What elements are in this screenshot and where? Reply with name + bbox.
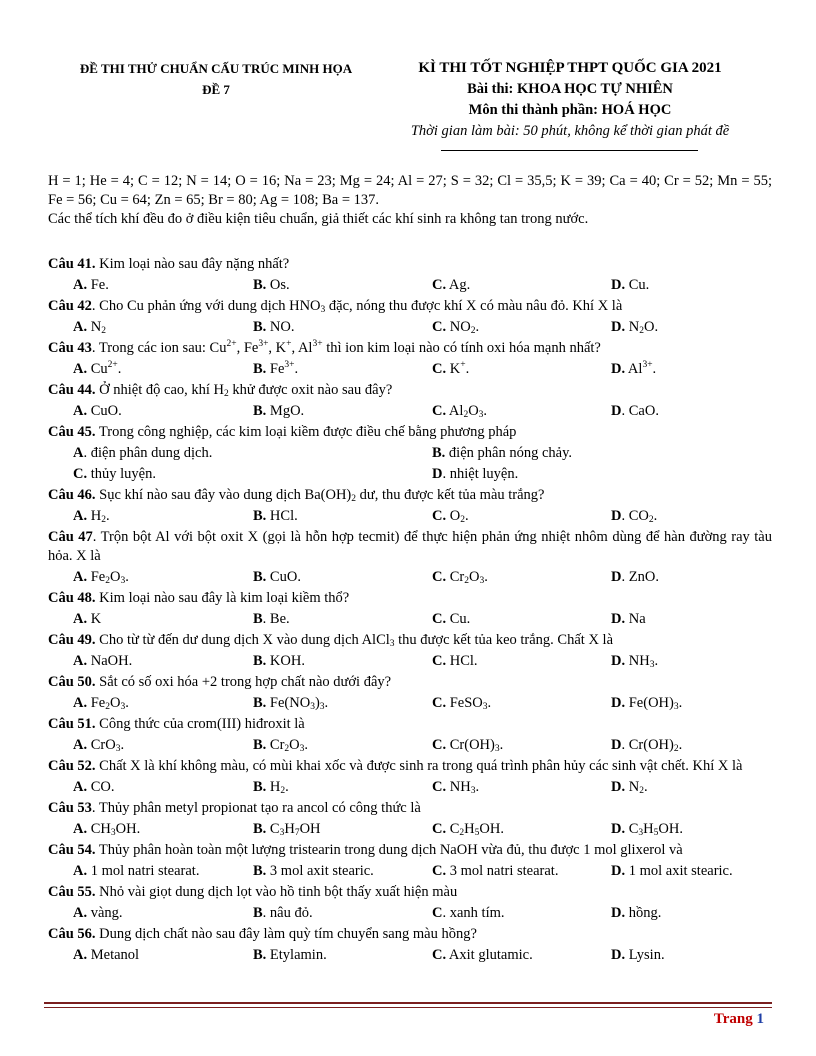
- question-stem: [48, 757, 772, 776]
- header-divider: [441, 150, 698, 151]
- option-key: C.: [432, 694, 447, 711]
- option-key: A.: [73, 862, 88, 879]
- answer-option: [432, 609, 611, 630]
- option-key: C.: [432, 277, 447, 293]
- question-stem: [48, 882, 772, 903]
- option-text: K+.: [446, 360, 470, 377]
- question-stem: [48, 338, 772, 359]
- option-key: D.: [611, 652, 626, 669]
- answer-option: [432, 777, 611, 798]
- option-key: A.: [73, 361, 88, 377]
- question-number: Câu 56.: [48, 925, 96, 942]
- answer-option: [253, 401, 432, 422]
- option-text: MgO.: [266, 403, 305, 419]
- answer-row: [48, 945, 772, 966]
- option-key: B.: [253, 403, 267, 419]
- option-key: D: [432, 466, 443, 482]
- option-text: Na: [625, 610, 646, 627]
- answer-option: [253, 567, 432, 588]
- option-text: điện phân nóng chảy.: [445, 445, 573, 461]
- option-text: $Cu^{2+}$.: [87, 360, 122, 377]
- constants-block: [48, 172, 772, 229]
- option-text: vàng.: [87, 904, 123, 921]
- answer-option: [432, 903, 611, 924]
- answer-option: [432, 945, 611, 966]
- question-text: . Trộn bột Al với bột oxit X (gọi là hỗn hợp tecmit) để thực hiện phản ứng nhiệt nhôm dùng để hàn đường ray tàu hỏa. X là: [48, 529, 772, 564]
- option-text: 3 mol axit stearic.: [266, 862, 374, 879]
- option-key: D.: [611, 277, 626, 293]
- option-key: A.: [73, 778, 88, 795]
- question-number: Câu 46.: [48, 487, 96, 503]
- question-text: Kim loại nào sau đây nặng nhất?: [95, 256, 290, 272]
- option-key: A.: [73, 694, 88, 711]
- answer-row: [48, 693, 772, 714]
- page-number: [714, 1011, 764, 1028]
- option-text: Lysin.: [625, 946, 665, 963]
- answer-option: [48, 777, 253, 798]
- option-text: K: [87, 610, 102, 627]
- question-text: Ở nhiệt độ cao, khí $H_2$ khử được oxit nào sau đây?: [95, 382, 393, 399]
- option-text: $Fe(NO_3)_3$.: [266, 694, 329, 712]
- question-number: Câu 49.: [48, 631, 96, 648]
- answer-row: [48, 777, 772, 798]
- option-text: . nâu đỏ.: [262, 904, 313, 921]
- question-stem: [48, 296, 772, 317]
- option-text: NaOH.: [87, 652, 133, 669]
- option-key: D.: [611, 820, 626, 837]
- question-stem: [48, 528, 772, 565]
- option-key: C.: [73, 466, 88, 482]
- option-key: A.: [73, 946, 88, 963]
- option-text: Metanol: [87, 946, 140, 963]
- option-key: B.: [253, 820, 267, 837]
- question-number: Câu 54.: [48, 841, 96, 858]
- option-text: thủy luyện.: [87, 466, 156, 482]
- option-key: A.: [73, 736, 88, 753]
- option-text: Ag.: [446, 277, 471, 293]
- answer-row: [48, 401, 772, 422]
- page-label: Trang: [713, 1011, 753, 1027]
- option-text: CuO.: [266, 568, 301, 585]
- question-text: Cho từ từ đến dư dung dịch X vào dung dịch AlCl$_3$ thu được kết tủa keo trắng. Chất X là: [95, 631, 614, 649]
- question-stem: [48, 924, 772, 945]
- answer-row: [48, 861, 772, 882]
- exam-subject: Môn thi thành phần: HOÁ HỌC: [468, 102, 672, 118]
- option-text: $NH_3$.: [446, 778, 480, 796]
- answer-option: [432, 735, 611, 756]
- question-stem: [48, 630, 772, 651]
- answer-option: [48, 651, 253, 672]
- option-text: . ZnO.: [621, 568, 659, 585]
- option-text: $Fe_2O_3$.: [87, 694, 129, 712]
- option-text: 1 mol natri stearat.: [87, 862, 200, 879]
- answer-option: [611, 903, 772, 924]
- option-key: D.: [611, 862, 626, 879]
- option-key: D: [611, 736, 622, 753]
- question-number: Câu 48.: [48, 589, 96, 606]
- option-text: $Cr(OH)_3$.: [446, 736, 504, 754]
- answer-option: [432, 819, 611, 840]
- option-text: . $Cr(OH)_2$.: [621, 736, 683, 754]
- answer-option: [253, 861, 432, 882]
- question-text: . Trong các ion sau: $Cu^{2+}$, $Fe^{3+}$, K+, $Al^{3+}$ thì ion kim loại nào có tính oxi hóa mạnh nhất?: [91, 339, 601, 356]
- answer-option: [611, 861, 772, 882]
- exam-section: Bài thi: KHOA HỌC TỰ NHIÊN: [467, 81, 673, 97]
- option-text: $H_2$.: [266, 778, 289, 796]
- answer-option: [611, 506, 772, 527]
- answer-option: [253, 506, 432, 527]
- question-stem: [48, 485, 772, 506]
- footer-rule-thick: [44, 1002, 772, 1004]
- question-number: Câu 45.: [48, 424, 96, 440]
- option-text: . xanh tím.: [442, 904, 505, 921]
- answer-option: [432, 275, 611, 296]
- option-text: NO.: [266, 319, 295, 335]
- option-key: B: [253, 904, 263, 921]
- option-key: D.: [611, 361, 626, 377]
- option-key: C.: [432, 403, 447, 419]
- answer-option: [611, 945, 772, 966]
- answer-option: [48, 401, 253, 422]
- question-stem: [48, 798, 772, 819]
- question-text: . Thủy phân metyl propionat tạo ra ancol có công thức là: [91, 799, 421, 816]
- question-number: Câu 44.: [48, 382, 96, 398]
- exam-time: Thời gian làm bài: 50 phút, không kể thời gian phát đề: [410, 123, 730, 139]
- option-text: . nhiệt luyện.: [442, 466, 519, 482]
- option-key: B.: [253, 736, 267, 753]
- option-text: $C_3H_7OH$: [266, 820, 321, 838]
- answer-row: [48, 464, 772, 485]
- question-text: . Cho Cu phản ứng với dung dịch $HNO_3$ đặc, nóng thu được khí X có màu nâu đỏ. Khí X là: [91, 298, 623, 315]
- option-key: C.: [432, 778, 447, 795]
- option-key: A.: [73, 508, 88, 524]
- option-text: Fe.: [87, 277, 109, 293]
- option-text: KOH.: [266, 652, 305, 669]
- question-item: [48, 296, 772, 338]
- answer-option: [611, 317, 772, 338]
- question-text: Chất X là khí không màu, có mùi khai xốc và được sinh ra trong quá trình phân hủy các sinh vật chết. Khí X là: [95, 757, 743, 774]
- option-text: . CaO.: [621, 403, 659, 419]
- answer-option: [253, 275, 432, 296]
- option-key: C: [432, 904, 443, 921]
- question-text: Kim loại nào sau đây là kim loại kiềm thổ?: [95, 589, 350, 606]
- option-text: Axit glutamic.: [446, 946, 533, 963]
- answer-option: [253, 317, 432, 338]
- option-text: $Cr_2O_3$.: [266, 736, 309, 754]
- answer-option: [611, 693, 772, 714]
- option-text: $Fe^{3+}$.: [266, 360, 299, 377]
- answer-option: [611, 359, 772, 380]
- option-text: CO.: [87, 778, 115, 795]
- answer-option: [611, 567, 772, 588]
- option-key: B.: [253, 568, 267, 585]
- option-text: . Be.: [262, 610, 290, 627]
- question-item: [48, 588, 772, 630]
- answer-option: [432, 861, 611, 882]
- question-item: [48, 485, 772, 527]
- option-key: B.: [253, 694, 267, 711]
- header-right: [380, 58, 760, 142]
- answer-option: [48, 903, 253, 924]
- answer-option: [48, 464, 432, 485]
- option-key: D.: [611, 610, 626, 627]
- option-text: $NO_2$.: [446, 319, 480, 336]
- answer-option: [611, 609, 772, 630]
- answer-option: [48, 945, 253, 966]
- answer-row: [48, 359, 772, 380]
- option-text: HCl.: [266, 508, 298, 524]
- option-text: $C_2H_5OH$.: [446, 820, 504, 838]
- answer-option: [432, 651, 611, 672]
- question-item: [48, 924, 772, 966]
- answer-option: [611, 819, 772, 840]
- exam-series-title: ĐỀ THI THỬ CHUẨN CẤU TRÚC MINH HỌA: [79, 61, 353, 76]
- option-key: B.: [253, 508, 267, 524]
- option-text: hồng.: [625, 904, 662, 921]
- option-text: Cu.: [446, 610, 471, 627]
- question-list: [48, 254, 772, 966]
- answer-option: [611, 651, 772, 672]
- option-text: $NH_3$.: [625, 652, 659, 670]
- option-text: HCl.: [446, 652, 478, 669]
- option-key: A.: [73, 403, 88, 419]
- answer-option: [253, 359, 432, 380]
- option-text: . điện phân dung dịch.: [83, 445, 213, 461]
- option-text: $N_2O$.: [625, 319, 659, 336]
- option-text: $CH_3OH$.: [87, 820, 141, 838]
- answer-option: [432, 359, 611, 380]
- answer-option: [253, 651, 432, 672]
- header-left: [40, 58, 392, 100]
- option-text: $H_2$.: [87, 508, 110, 525]
- option-key: B: [253, 610, 263, 627]
- option-key: A.: [73, 568, 88, 585]
- option-key: D.: [611, 946, 626, 963]
- answer-row: [48, 609, 772, 630]
- answer-row: [48, 903, 772, 924]
- option-key: D.: [611, 904, 626, 921]
- question-number: Câu 43: [48, 340, 92, 356]
- exam-number: ĐỀ 7: [202, 82, 230, 97]
- option-key: C.: [432, 361, 447, 377]
- answer-option: [432, 401, 611, 422]
- option-text: Etylamin.: [266, 946, 327, 963]
- option-key: D.: [611, 319, 626, 335]
- option-text: $Fe(OH)_3$.: [625, 694, 683, 712]
- question-number: Câu 55.: [48, 883, 96, 900]
- option-text: $O_2$.: [446, 508, 469, 525]
- option-key: A.: [73, 319, 88, 335]
- option-key: C.: [432, 319, 447, 335]
- question-text: Công thức của crom(III) hiđroxit là: [95, 715, 305, 732]
- answer-option: [48, 861, 253, 882]
- answer-option: [48, 317, 253, 338]
- option-text: Cu.: [625, 277, 650, 293]
- question-item: [48, 630, 772, 672]
- option-key: B.: [432, 445, 446, 461]
- question-stem: [48, 841, 772, 860]
- answer-option: [253, 819, 432, 840]
- option-key: D: [611, 508, 622, 524]
- question-stem: [48, 588, 772, 609]
- question-stem: [48, 714, 772, 735]
- option-text: $Fe_2O_3$.: [87, 568, 129, 586]
- option-key: B.: [253, 778, 267, 795]
- option-key: C.: [432, 946, 447, 963]
- answer-option: [48, 275, 253, 296]
- answer-option: [48, 735, 253, 756]
- option-text: $Al_2O_3$.: [446, 403, 488, 420]
- question-text: Nhỏ vài giọt dung dịch lọt vào hồ tinh bột thấy xuất hiện màu: [95, 883, 458, 900]
- option-key: D.: [611, 694, 626, 711]
- answer-option: [611, 777, 772, 798]
- answer-option: [432, 317, 611, 338]
- question-text: Thủy phân hoàn toàn một lượng tristearin trong dung dịch NaOH vừa đủ, thu được 1 mol glixerol và: [95, 841, 683, 858]
- question-stem: [48, 672, 772, 693]
- question-number: Câu 50.: [48, 673, 96, 690]
- question-number: Câu 41.: [48, 256, 96, 272]
- answer-row: [48, 443, 772, 464]
- option-text: $N_2$: [87, 319, 106, 336]
- answer-option: [48, 506, 253, 527]
- exam-title: KÌ THI TỐT NGHIỆP THPT QUỐC GIA 2021: [418, 60, 722, 76]
- question-item: [48, 254, 772, 296]
- answer-option: [48, 693, 253, 714]
- answer-row: [48, 506, 772, 527]
- answer-option: [253, 777, 432, 798]
- question-item: [48, 338, 772, 380]
- answer-option: [253, 903, 432, 924]
- question-item: [48, 798, 772, 840]
- option-text: Os.: [266, 277, 290, 293]
- option-key: B.: [253, 862, 267, 879]
- question-text: Sục khí nào sau đây vào dung dịch $Ba(OH)_2$ dư, thu được kết tủa màu trắng?: [95, 487, 545, 504]
- option-text: 3 mol natri stearat.: [446, 862, 559, 879]
- question-item: [48, 380, 772, 422]
- option-text: $Al^{3+}$.: [625, 360, 657, 377]
- answer-option: [611, 401, 772, 422]
- option-key: B.: [253, 946, 267, 963]
- option-key: B.: [253, 361, 267, 377]
- answer-option: [432, 567, 611, 588]
- question-stem: [48, 380, 772, 401]
- answer-option: [253, 693, 432, 714]
- question-item: [48, 672, 772, 714]
- option-key: A: [73, 445, 84, 461]
- option-key: C.: [432, 610, 447, 627]
- option-text: CrO$_3$.: [87, 736, 125, 754]
- option-key: A.: [73, 820, 88, 837]
- answer-option: [48, 359, 253, 380]
- option-key: A.: [73, 904, 88, 921]
- answer-option: [432, 506, 611, 527]
- option-key: B.: [253, 319, 267, 335]
- answer-row: [48, 567, 772, 588]
- answer-row: [48, 735, 772, 756]
- option-key: A.: [73, 277, 88, 293]
- option-key: D: [611, 403, 622, 419]
- question-item: [48, 882, 772, 924]
- answer-option: [48, 609, 253, 630]
- option-key: C.: [432, 862, 447, 879]
- answer-option: [48, 567, 253, 588]
- option-key: A.: [73, 652, 88, 669]
- question-number: Câu 47: [48, 529, 93, 545]
- question-stem: [48, 422, 772, 443]
- question-number: Câu 52.: [48, 757, 96, 774]
- answer-option: [253, 609, 432, 630]
- option-key: C.: [432, 736, 447, 753]
- option-text: $N_2$.: [625, 778, 648, 796]
- page-number-value: 1: [756, 1011, 764, 1027]
- question-text: Trong công nghiệp, các kim loại kiềm được điều chế bằng phương pháp: [95, 424, 517, 440]
- answer-option: [611, 735, 772, 756]
- answer-row: [48, 651, 772, 672]
- gas-note: Các thể tích khí đều đo ở điều kiện tiêu chuẩn, giả thiết các khí sinh ra không tan trong nước.: [48, 211, 589, 227]
- question-stem: [48, 254, 772, 275]
- answer-option: [48, 819, 253, 840]
- question-text: Sắt có số oxi hóa +2 trong hợp chất nào dưới đây?: [95, 673, 392, 690]
- option-key: A.: [73, 610, 88, 627]
- question-item: [48, 757, 772, 798]
- option-text: $C_3H_5OH$.: [625, 820, 683, 838]
- question-item: [48, 528, 772, 588]
- option-text: . $CO_2$.: [621, 508, 658, 525]
- answer-option: [432, 464, 772, 485]
- option-key: B.: [253, 277, 267, 293]
- question-text: Dung dịch chất nào sau đây làm quỳ tím chuyển sang màu hồng?: [95, 925, 477, 942]
- option-key: B.: [253, 652, 267, 669]
- option-key: C.: [432, 508, 447, 524]
- option-key: D: [611, 568, 622, 585]
- option-key: C.: [432, 652, 447, 669]
- answer-option: [253, 945, 432, 966]
- atomic-masses: H = 1; He = 4; C = 12; N = 14; O = 16; Na = 23; Mg = 24; Al = 27; S = 32; Cl = 35,5; K = 39; Ca = 40; Cr = 52; Mn = 55; Fe = 56; Cu = 64; Zn = 65; Br = 80; Ag = 108; Ba = 137.: [48, 173, 772, 208]
- option-key: C.: [432, 568, 447, 585]
- answer-option: [432, 693, 611, 714]
- answer-row: [48, 819, 772, 840]
- question-number: Câu 51.: [48, 715, 96, 732]
- answer-option: [611, 275, 772, 296]
- option-text: FeSO$_3$.: [446, 694, 492, 712]
- question-item: [48, 714, 772, 756]
- answer-option: [253, 735, 432, 756]
- option-key: D.: [611, 778, 626, 795]
- option-key: C.: [432, 820, 447, 837]
- answer-option: [48, 443, 432, 464]
- answer-row: [48, 317, 772, 338]
- footer-rule-thin: [44, 1007, 772, 1008]
- option-text: 1 mol axit stearic.: [625, 862, 733, 879]
- question-item: [48, 422, 772, 485]
- answer-row: [48, 275, 772, 296]
- question-number: Câu 42: [48, 298, 92, 314]
- option-text: CuO.: [87, 403, 122, 419]
- answer-option: [432, 443, 772, 464]
- option-text: $Cr_2O_3$.: [446, 568, 488, 586]
- question-number: Câu 53: [48, 799, 92, 816]
- question-item: [48, 841, 772, 882]
